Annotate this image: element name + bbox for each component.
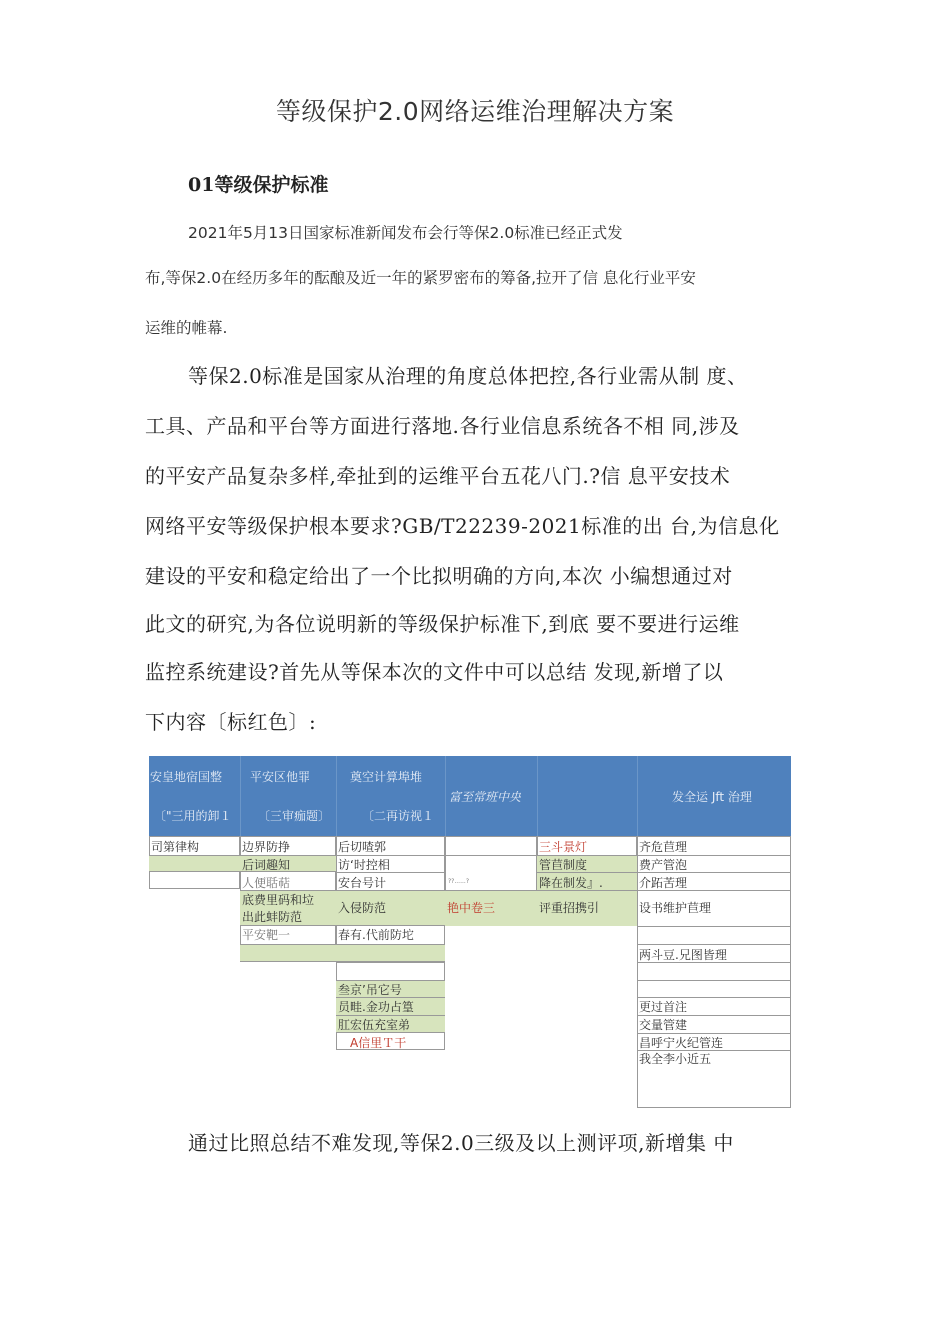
- header-cell: 奠空计算埠堆: [350, 770, 423, 784]
- table-cell: 三斗景灯: [539, 840, 588, 854]
- body-line: 的平安产品复杂多样,牵扯到的运维平台五花八门.?信 息平安技术: [145, 464, 731, 488]
- section-heading: 01等级保护标准: [188, 174, 329, 196]
- header-cell: 发全运 Jft 治理: [672, 790, 752, 804]
- page-title: 等级保护2.0网络运维治理解决方案: [275, 97, 675, 126]
- body-line: 此文的研究,为各位说明新的等级保护标准下,到底 要不要进行运维: [145, 612, 740, 636]
- table-cell: 费产管泡: [639, 858, 688, 872]
- body-line: 监控系统建设?首先从等保本次的文件中可以总结 发现,新增了以: [145, 660, 724, 684]
- table-cell: 设书维护苣理: [639, 901, 712, 915]
- body-line: 网络平安等级保护根本要求?GB/T22239-2021标准的出 台,为信息化: [145, 514, 780, 538]
- table-cell: 人便聒萜: [242, 876, 291, 890]
- table-cell: 安台号计: [338, 876, 387, 890]
- header-cell: 平安区他罪: [250, 770, 311, 784]
- body-line: 下内容〔标红色〕:: [145, 710, 317, 734]
- table-cell: 后词趣知: [242, 858, 291, 872]
- table-cell: 肛宏伍充室弟: [338, 1018, 411, 1032]
- table-cell: 底费里码和垃: [242, 893, 315, 907]
- header-cell: 〔二再访视１: [362, 809, 435, 823]
- table-cell: 后切喳郭: [338, 840, 387, 854]
- table-cell: 入侵防范: [338, 901, 387, 915]
- table-cell: 平安靶一: [242, 928, 291, 942]
- table-cell: 两斗豆.兄图皆理: [639, 948, 727, 962]
- table-cell: 访‘时控相: [338, 858, 390, 872]
- table-cell: 司第律构: [151, 840, 200, 854]
- table-cell: 昌呼宁火纪管连: [639, 1036, 724, 1050]
- table-cell: 降在制发』.: [539, 876, 603, 890]
- header-cell: 〔三审痂题〕: [258, 809, 331, 823]
- table-cell: 更过首注: [639, 1000, 688, 1014]
- table-cell: 员畦.金功占篁: [338, 1000, 414, 1014]
- closing-line: 通过比照总结不难发现,等保2.0三级及以上测评项,新增集 中: [188, 1131, 734, 1155]
- table-cell: 齐危苣理: [639, 840, 688, 854]
- header-cell: 〔"三用的卸１: [154, 809, 232, 823]
- table-cell: 艳中卷三: [447, 901, 496, 915]
- intro-line-2: 布,等保2.0在经历多年的酝酿及近一年的紧罗密布的筹备,拉开了信 息化行业平安: [145, 269, 696, 287]
- body-line: 等保2.0标准是国家从治理的角度总体把控,各行业需从制 度、: [188, 364, 748, 388]
- table-cell: ??......?: [448, 878, 469, 885]
- table-cell: 叁京’吊它号: [338, 983, 402, 997]
- table-cell: 交量管建: [639, 1018, 688, 1032]
- table-cell: 春有.代前防坨: [338, 928, 414, 942]
- header-cell: 安皇地宿国整: [150, 770, 223, 784]
- body-line: 工具、产品和平台等方面进行落地.各行业信息系统各不相 同,涉及: [145, 414, 740, 438]
- table-cell: 边界防挣: [242, 840, 291, 854]
- table-cell: 介跖苦理: [639, 876, 688, 890]
- table-cell: 评重招携引: [539, 901, 600, 915]
- table-cell: A信里Ｔ干: [350, 1036, 407, 1050]
- intro-line-3: 运维的帷幕.: [145, 319, 228, 337]
- intro-line-1: 2021年5月13日国家标准新闻发布会行等保2.0标准已经正式发: [188, 224, 623, 242]
- table-cell: 我全李小近五: [639, 1052, 712, 1066]
- header-cell: 富至常班中央: [449, 790, 522, 804]
- table-cell: 管苣制度: [539, 858, 588, 872]
- table-cell: 出此蚌防范: [242, 910, 303, 924]
- body-line: 建设的平安和稳定给出了一个比拟明确的方向,本次 小编想通过对: [145, 564, 733, 588]
